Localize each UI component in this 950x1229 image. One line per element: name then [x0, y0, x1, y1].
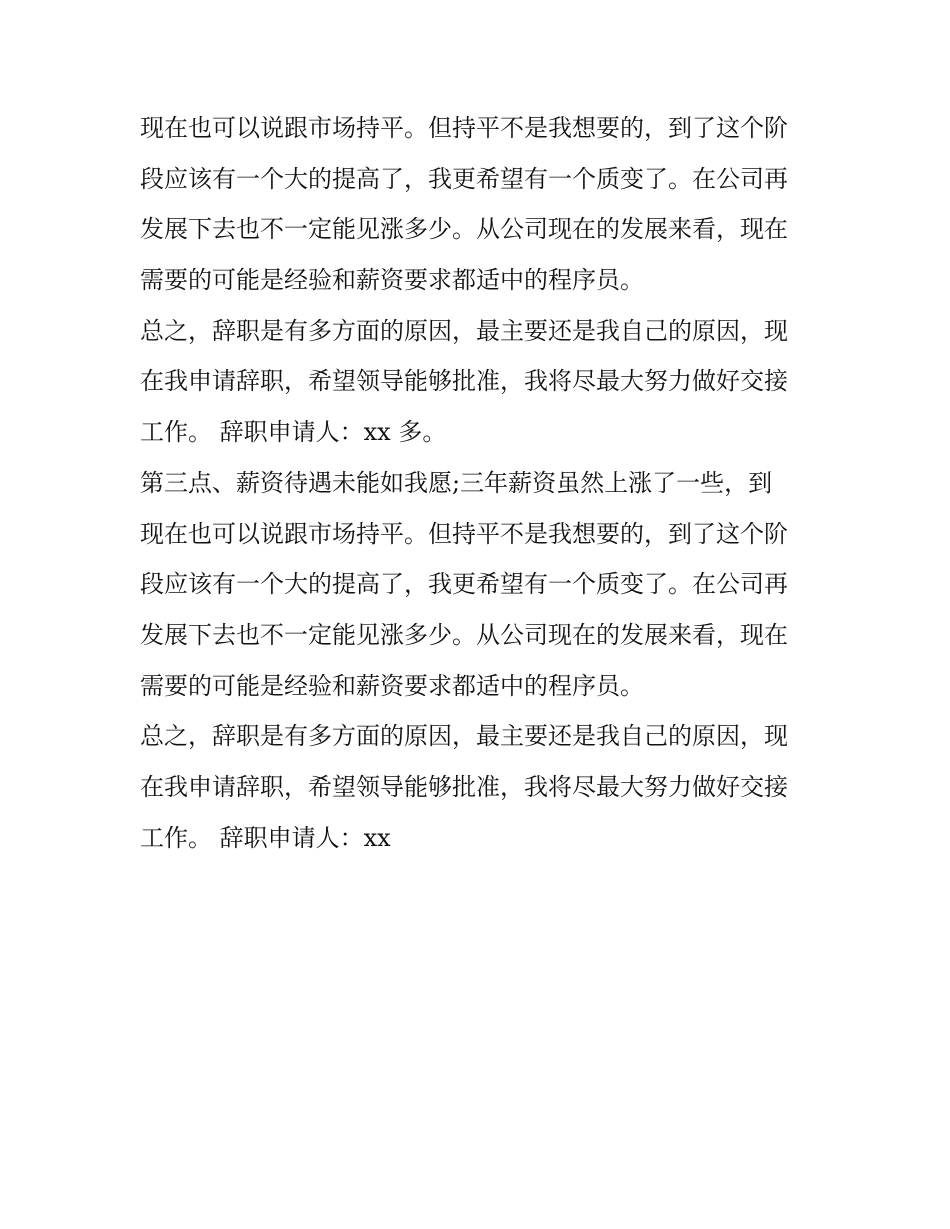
- text-line: 在我申请辞职，希望领导能够批准，我将尽最大努力做好交接: [140, 367, 788, 396]
- text-line: 在我申请辞职，希望领导能够批准，我将尽最大努力做好交接: [140, 772, 788, 801]
- text-line: 发展下去也不一定能见涨多少。从公司现在的发展来看，现在: [140, 215, 788, 244]
- text-line: 总之，辞职是有多方面的原因，最主要还是我自己的原因，现: [140, 316, 788, 345]
- text-line: 现在也可以说跟市场持平。但持平不是我想要的，到了这个阶: [140, 519, 788, 548]
- text-line: 第三点、薪资待遇未能如我愿;三年薪资虽然上涨了一些，到: [140, 468, 773, 497]
- text-line: 工作。 辞职申请人：xx: [140, 823, 391, 852]
- text-line: 段应该有一个大的提高了，我更希望有一个质变了。在公司再: [140, 570, 788, 599]
- text-line: 需要的可能是经验和薪资要求都适中的程序员。: [140, 671, 644, 700]
- text-line: 现在也可以说跟市场持平。但持平不是我想要的，到了这个阶: [140, 114, 788, 142]
- document-body: [140, 103, 820, 863]
- text-line: 发展下去也不一定能见涨多少。从公司现在的发展来看，现在: [140, 620, 788, 649]
- text-line: 工作。 辞职申请人：xx 多。: [140, 418, 447, 447]
- text-line: 需要的可能是经验和薪资要求都适中的程序员。: [140, 266, 644, 295]
- text-line: 总之，辞职是有多方面的原因，最主要还是我自己的原因，现: [140, 722, 788, 751]
- text-line: 段应该有一个大的提高了，我更希望有一个质变了。在公司再: [140, 164, 788, 193]
